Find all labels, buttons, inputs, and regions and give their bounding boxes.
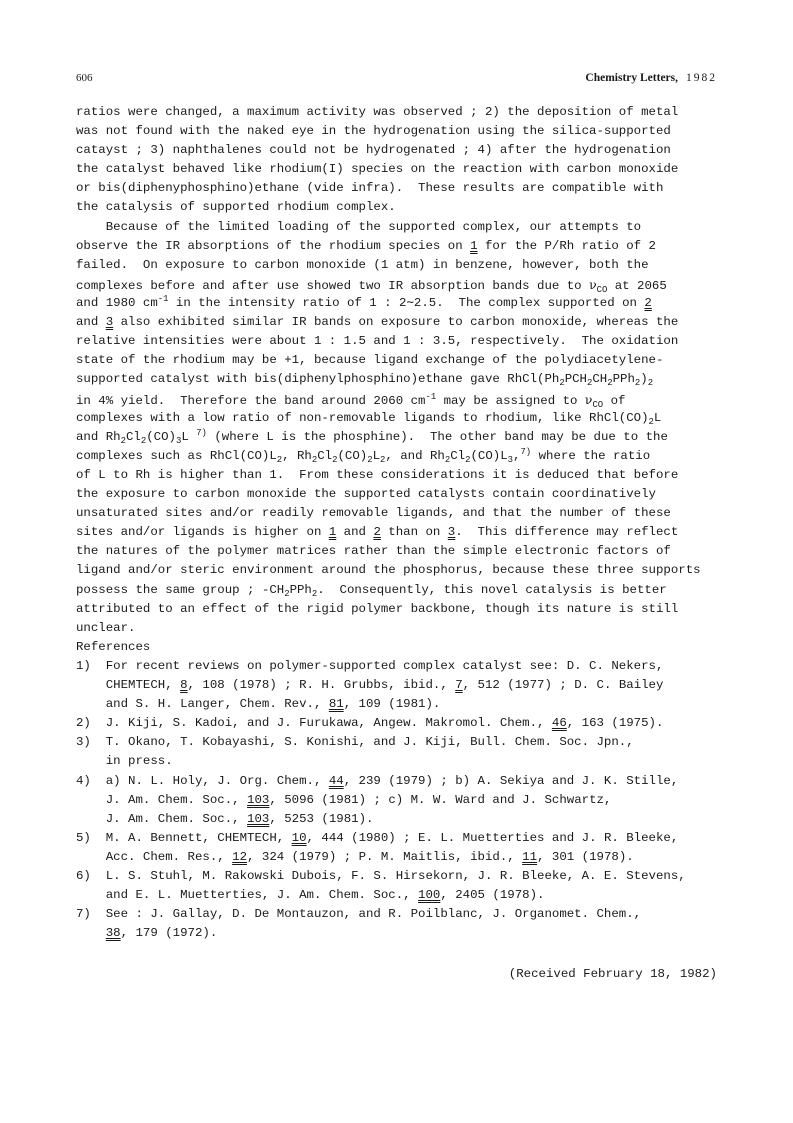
reference-line: J. Am. Chem. Soc., 103, 5096 (1981) ; c) M. W. Ward and J. Schwartz, xyxy=(76,793,612,807)
body-line: complexes with a low ratio of non-removable ligands to rhodium, like $RhCl(CO)_2L$ xyxy=(76,411,662,428)
body-line: the catalysis of supported rhodium complex. xyxy=(76,200,396,214)
body-line: state of the rhodium may be +1, because ligand exchange of the polydiacetylene- xyxy=(76,353,664,367)
reference-line: CHEMTECH, 8, 108 (1978) ; R. H. Grubbs, ibid., 7, 512 (1977) ; D. C. Bailey xyxy=(76,678,664,692)
body-line: the catalyst behaved like rhodium(I) species on the reaction with carbon monoxide xyxy=(76,162,679,176)
journal-title xyxy=(585,72,717,84)
body-line: failed. On exposure to carbon monoxide (1 atm) in benzene, however, both the xyxy=(76,258,649,272)
body-line: the natures of the polymer matrices rather than the simple electronic factors of xyxy=(76,544,671,558)
body-line: sites and/or ligands is higher on 1 and 2 than on 3. This difference may reflect xyxy=(76,525,679,539)
body-line: relative intensities were about 1 : 1.5 and 1 : 3.5, respectively. The oxidation xyxy=(76,334,679,348)
body-line: of L to Rh is higher than 1. From these considerations it is deduced that before xyxy=(76,468,679,482)
received-date: (Received February 18, 1982) xyxy=(508,967,717,981)
page-number: 606 xyxy=(76,72,93,84)
reference-line: in press. xyxy=(76,754,173,768)
reference-line: 3) T. Okano, T. Kobayashi, S. Konishi, and J. Kiji, Bull. Chem. Soc. Jpn., xyxy=(76,735,634,749)
reference-line: 1) For recent reviews on polymer-supported complex catalyst see: D. C. Nekers, xyxy=(76,659,664,673)
body-line: and $Rh_2Cl_2(CO)_3L$ $^{7)}$ (where L is the phosphine). The other band may be due to the xyxy=(76,428,668,447)
body-line: in 4% yield. Therefore the band around 2060 $cm^{-1}$ may be assigned to $\nu_{CO}$ of xyxy=(76,392,626,411)
body-line: attributed to an effect of the rigid polymer backbone, though its nature is still xyxy=(76,602,679,616)
reference-line: 2) J. Kiji, S. Kadoi, and J. Furukawa, Angew. Makromol. Chem., 46, 163 (1975). xyxy=(76,716,664,730)
body-line: catayst ; 3) naphthalenes could not be hydrogenated ; 4) after the hydrogenation xyxy=(76,143,671,157)
body-line: and 1980 $cm^{-1}$ in the intensity ratio of 1 : 2∼2.5. The complex supported on 2 xyxy=(76,294,652,310)
references-heading: References xyxy=(76,640,151,654)
reference-line: Acc. Chem. Res., 12, 324 (1979) ; P. M. Maitlis, ibid., 11, 301 (1978). xyxy=(76,850,634,864)
body-line: unclear. xyxy=(76,621,136,635)
reference-line: 7) See : J. Gallay, D. De Montauzon, and R. Poilblanc, J. Organomet. Chem., xyxy=(76,907,642,921)
page-header xyxy=(76,72,717,88)
reference-line: J. Am. Chem. Soc., 103, 5253 (1981). xyxy=(76,812,374,826)
body-line: observe the IR absorptions of the rhodium species on 1 for the P/Rh ratio of 2 xyxy=(76,239,656,253)
reference-line: 4) a) N. L. Holy, J. Org. Chem., 44, 239 (1979) ; b) A. Sekiya and J. K. Stille, xyxy=(76,774,679,788)
body-line: ligand and/or steric environment around the phosphorus, because these three supports xyxy=(76,563,701,577)
body-line: ratios were changed, a maximum activity was observed ; 2) the deposition of metal xyxy=(76,105,679,119)
reference-line: and S. H. Langer, Chem. Rev., 81, 109 (1981). xyxy=(76,697,441,711)
body-line: possess the same group ; $-CH_2PPh_2$. Consequently, this novel catalysis is better xyxy=(76,583,667,600)
body-line: unsaturated sites and/or readily removable ligands, and that the number of these xyxy=(76,506,671,520)
reference-line: 5) M. A. Bennett, CHEMTECH, 10, 444 (1980) ; E. L. Muetterties and J. R. Bleeke, xyxy=(76,831,679,845)
reference-line: 38, 179 (1972). xyxy=(105,926,218,940)
reference-line: and E. L. Muetterties, J. Am. Chem. Soc., 100, 2405 (1978). xyxy=(76,888,545,902)
body-line: complexes such as $RhCl(CO)L_2$, $Rh_2Cl_2(CO)_2L_2$, and $Rh_2Cl_2(CO)L_3,^{7)}$ where the ratio xyxy=(76,447,651,466)
body-line: supported catalyst with bis(diphenylphosphino)ethane gave $RhCl(Ph_2PCH_2CH_2PPh_2)_2$ xyxy=(76,372,654,389)
body-line: and 3 also exhibited similar IR bands on exposure to carbon monoxide, whereas the xyxy=(76,315,679,329)
journal-year: 1982 xyxy=(686,72,717,84)
body-line: was not found with the naked eye in the hydrogenation using the silica-supported xyxy=(76,124,671,138)
body-line: complexes before and after use showed two IR absorption bands due to $\nu_{CO}$ at 2065 xyxy=(76,277,667,296)
journal-name: Chemistry Letters, xyxy=(585,72,678,84)
reference-line: 6) L. S. Stuhl, M. Rakowski Dubois, F. S. Hirsekorn, J. R. Bleeke, A. E. Stevens, xyxy=(76,869,686,883)
body-line: or bis(diphenyphosphino)ethane (vide infra). These results are compatible with xyxy=(76,181,664,195)
body-line: Because of the limited loading of the supported complex, our attempts to xyxy=(76,220,642,234)
body-line: the exposure to carbon monoxide the supported catalysts contain coordinatively xyxy=(76,487,656,501)
